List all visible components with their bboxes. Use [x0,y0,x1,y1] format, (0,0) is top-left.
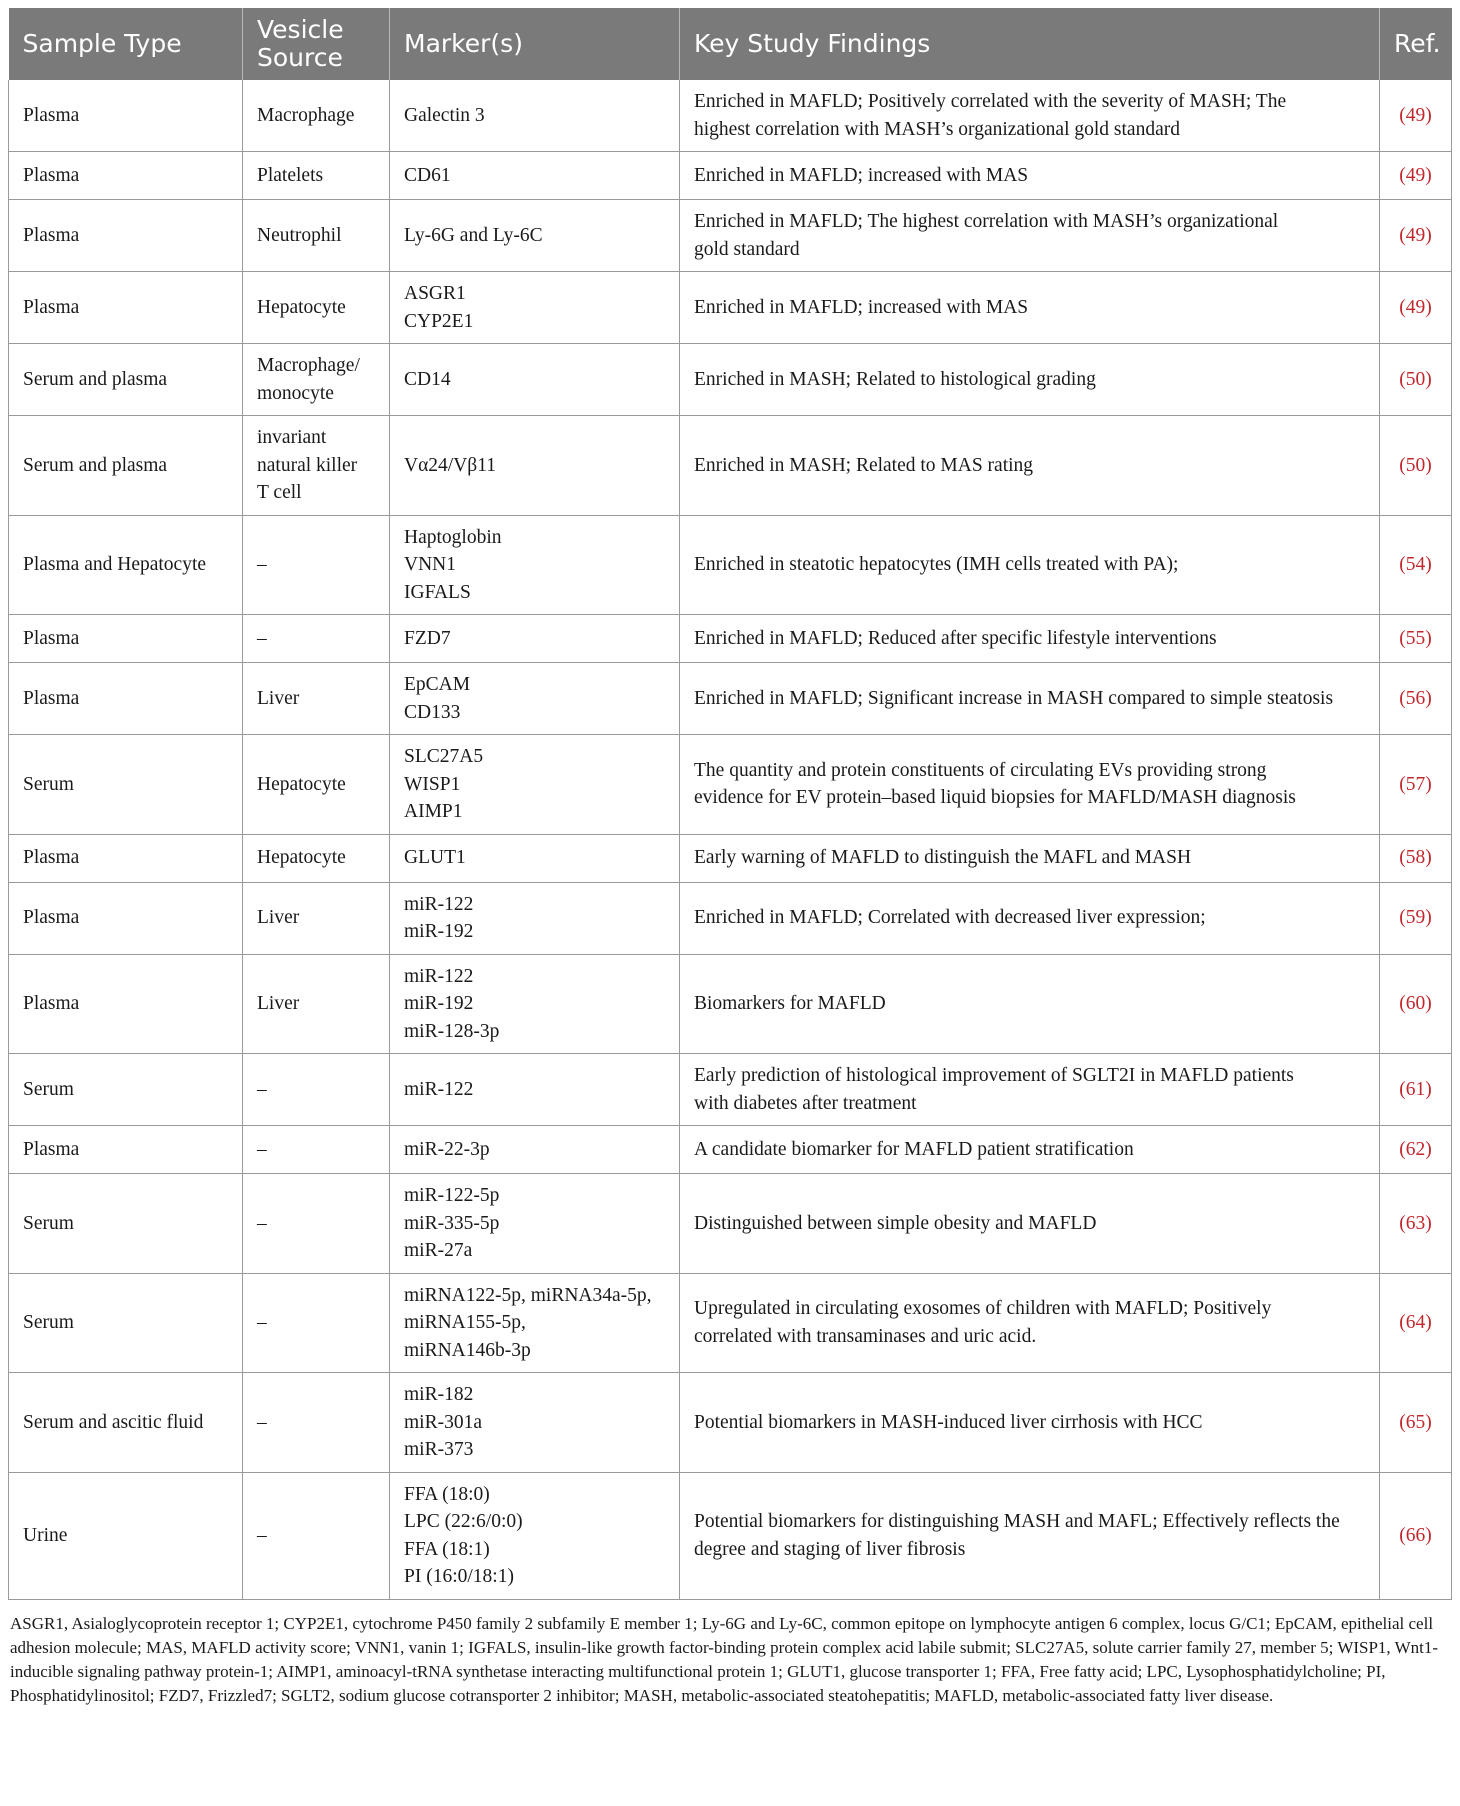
cell-sample-type: Plasma [9,200,243,272]
table-container [8,8,1451,1708]
cell-markers [390,735,680,835]
marker-line: miR-122 [404,1078,474,1100]
vesicle-source-line: Macrophage [257,104,355,126]
finding-line: correlated with transaminases and uric acid. [694,1325,1037,1347]
cell-vesicle-source [243,152,390,200]
cell-findings [680,1472,1380,1599]
table-footnote: ASGR1, Asialoglycoprotein receptor 1; CYP2E1, cytochrome P450 family 2 subfamily E member 1; Ly-6G and Ly-6C, common epitope on lymphocyte antigen 6 complex, locus G/C1; EpCAM, epithelial cell adhesion molecule; MAS, MAFLD activity score; VNN1, vanin 1; IGFALS, insulin-like growth factor-binding protein complex acid labile submit; SLC27A5, solute carrier family 27, member 5; WISP1, Wnt1-inducible signaling pathway protein-1; AIMP1, aminoacyl-tRNA synthetase interacting multifunctional protein 1; GLUT1, glucose transporter 1; FFA, Free fatty acid; LPC, Lysophosphatidylcholine; PI, Phosphatidylinositol; FZD7, Frizzled7; SGLT2, sodium glucose cotransporter 2 inhibitor; MASH, metabolic-associated steatohepatitis; MAFLD, metabolic-associated fatty liver disease. [10,1613,1439,1705]
vesicle-source-line: invariant [257,427,327,448]
vesicle-source-line: – [257,1524,267,1546]
finding-line: Potential biomarkers in MASH-induced liver cirrhosis with HCC [694,1411,1203,1433]
table-row [9,344,1452,416]
table-row [9,1273,1452,1373]
marker-line: Ly-6G and Ly-6C [404,224,543,246]
cell-sample-type: Plasma [9,954,243,1054]
vesicle-source-line: Macrophage/ [257,355,360,376]
marker-line: Galectin 3 [404,104,485,126]
marker-line: miR-122 [404,893,474,915]
reference-link[interactable]: (49) [1380,272,1452,344]
vesicle-source-line: – [257,1312,267,1333]
reference-link[interactable]: (64) [1380,1273,1452,1373]
cell-sample-type: Plasma [9,1126,243,1174]
cell-vesicle-source [243,834,390,882]
cell-markers [390,663,680,735]
marker-line: miR-182 [404,1384,474,1405]
data-table [8,8,1452,1600]
cell-vesicle-source [243,735,390,835]
marker-line: miRNA122-5p, miRNA34a-5p, [404,1284,652,1306]
marker-line: miR-22-3p [404,1138,490,1160]
table-row [9,272,1452,344]
table-row [9,735,1452,835]
marker-line: miR-27a [404,1240,473,1261]
cell-markers [390,200,680,272]
cell-vesicle-source [243,615,390,663]
table-row [9,663,1452,735]
cell-markers [390,615,680,663]
cell-sample-type: Urine [9,1472,243,1599]
cell-findings [680,735,1380,835]
finding-line: highest correlation with MASH’s organizational gold standard [694,118,1180,140]
marker-line: LPC (22:6/0:0) [404,1511,523,1532]
marker-line: CD133 [404,701,461,723]
finding-line: Enriched in steatotic hepatocytes (IMH cells treated with PA); [694,554,1179,575]
cell-markers [390,152,680,200]
cell-findings [680,152,1380,200]
cell-sample-type: Plasma [9,834,243,882]
finding-line: Enriched in MAFLD; increased with MAS [694,164,1029,186]
cell-sample-type: Serum [9,1174,243,1274]
cell-sample-type: Plasma [9,882,243,954]
vesicle-source-line: Liver [257,687,300,709]
marker-line: ASGR1 [404,283,466,304]
reference-link[interactable]: (49) [1380,200,1452,272]
cell-vesicle-source [243,882,390,954]
cell-sample-type: Serum and plasma [9,416,243,516]
marker-line: miRNA155-5p, [404,1312,526,1333]
cell-vesicle-source [243,272,390,344]
finding-line: Enriched in MAFLD; Positively correlated with the severity of MASH; The [694,91,1287,112]
header-sample-type: Sample Type [9,8,243,80]
vesicle-source-line: Hepatocyte [257,847,346,869]
vesicle-source-line: Neutrophil [257,224,342,246]
cell-sample-type: Serum [9,1273,243,1373]
table-row [9,1472,1452,1599]
marker-line: CYP2E1 [404,310,474,332]
cell-vesicle-source [243,1174,390,1274]
cell-markers [390,954,680,1054]
header-vesicle-source-line2: Source [257,43,343,72]
finding-line: Enriched in MASH; Related to histological grading [694,368,1096,390]
marker-line: miR-301a [404,1411,482,1433]
reference-link[interactable]: (54) [1380,515,1452,615]
table-row [9,152,1452,200]
vesicle-source-line: Platelets [257,164,324,186]
finding-line: Enriched in MAFLD; increased with MAS [694,296,1029,318]
cell-vesicle-source [243,1126,390,1174]
marker-line: IGFALS [404,581,471,603]
cell-findings [680,954,1380,1054]
marker-line: Haptoglobin [404,526,502,548]
finding-line: Enriched in MAFLD; Correlated with decreased liver expression; [694,907,1206,929]
cell-sample-type: Serum and plasma [9,344,243,416]
reference-link[interactable]: (66) [1380,1472,1452,1599]
marker-line: miR-192 [404,993,474,1014]
reference-link[interactable]: (60) [1380,954,1452,1054]
cell-sample-type: Plasma [9,80,243,152]
cell-findings [680,272,1380,344]
finding-line: Enriched in MASH; Related to MAS rating [694,454,1034,476]
reference-link[interactable]: (59) [1380,882,1452,954]
cell-markers [390,1126,680,1174]
marker-line: GLUT1 [404,847,466,869]
table-row [9,1174,1452,1274]
cell-markers [390,1054,680,1126]
cell-vesicle-source [243,344,390,416]
cell-vesicle-source [243,1373,390,1473]
finding-line: Enriched in MAFLD; Significant increase in MASH compared to simple steatosis [694,687,1334,709]
cell-findings [680,882,1380,954]
cell-markers [390,416,680,516]
table-row [9,515,1452,615]
vesicle-source-line: – [257,554,267,575]
marker-line: WISP1 [404,773,461,795]
reference-link[interactable]: (58) [1380,834,1452,882]
table-row [9,834,1452,882]
finding-line: Early warning of MAFLD to distinguish the MAFL and MASH [694,847,1192,869]
cell-sample-type: Plasma and Hepatocyte [9,515,243,615]
cell-markers [390,515,680,615]
cell-markers [390,834,680,882]
vesicle-source-line: – [257,1138,267,1160]
finding-line: evidence for EV protein–based liquid biopsies for MAFLD/MASH diagnosis [694,787,1296,809]
vesicle-source-line: Hepatocyte [257,296,346,318]
finding-line: Biomarkers for MAFLD [694,993,886,1014]
marker-line: AIMP1 [404,801,463,822]
vesicle-source-line: – [257,1411,267,1433]
header-ref: Ref. [1380,8,1452,80]
table-body [9,80,1452,1599]
cell-findings [680,1054,1380,1126]
reference-link[interactable]: (55) [1380,615,1452,663]
cell-vesicle-source [243,200,390,272]
cell-sample-type: Plasma [9,663,243,735]
cell-markers [390,882,680,954]
table-row [9,1054,1452,1126]
marker-line: miR-122 [404,965,474,987]
cell-markers [390,344,680,416]
vesicle-source-line: T cell [257,482,302,503]
cell-sample-type: Plasma [9,272,243,344]
reference-link[interactable]: (50) [1380,416,1452,516]
cell-findings [680,834,1380,882]
cell-vesicle-source [243,515,390,615]
marker-line: miR-128-3p [404,1020,500,1042]
cell-sample-type: Serum [9,735,243,835]
cell-findings [680,515,1380,615]
marker-line: miR-122-5p [404,1185,500,1206]
table-row [9,1126,1452,1174]
marker-line: miRNA146b-3p [404,1339,531,1361]
table-row [9,954,1452,1054]
vesicle-source-line: – [257,1078,267,1100]
cell-markers [390,1472,680,1599]
header-vesicle-source [243,8,390,80]
marker-line: miR-373 [404,1439,474,1460]
cell-findings [680,80,1380,152]
cell-findings [680,1126,1380,1174]
vesicle-source-line: Hepatocyte [257,773,346,795]
table-row [9,80,1452,152]
marker-line: SLC27A5 [404,746,484,767]
cell-sample-type: Plasma [9,152,243,200]
reference-link[interactable]: (63) [1380,1174,1452,1274]
finding-line: Enriched in MAFLD; The highest correlation with MASH’s organizational [694,211,1279,232]
cell-vesicle-source [243,663,390,735]
marker-line: FZD7 [404,627,451,649]
finding-line: Potential biomarkers for distinguishing MASH and MAFL; Effectively reflects the [694,1511,1340,1532]
cell-vesicle-source [243,1472,390,1599]
cell-markers [390,80,680,152]
reference-link[interactable]: (50) [1380,344,1452,416]
cell-markers [390,1373,680,1473]
vesicle-source-line: Liver [257,993,300,1014]
table-row [9,416,1452,516]
reference-link[interactable]: (57) [1380,735,1452,835]
cell-findings [680,615,1380,663]
cell-findings [680,1273,1380,1373]
table-row [9,615,1452,663]
cell-markers [390,1174,680,1274]
header-markers: Marker(s) [390,8,680,80]
marker-line: miR-192 [404,921,474,942]
marker-line: CD14 [404,368,451,390]
marker-line: CD61 [404,164,451,186]
header-findings: Key Study Findings [680,8,1380,80]
cell-vesicle-source [243,1273,390,1373]
reference-link[interactable]: (49) [1380,152,1452,200]
cell-markers [390,1273,680,1373]
cell-vesicle-source [243,416,390,516]
cell-markers [390,272,680,344]
cell-findings [680,200,1380,272]
cell-vesicle-source [243,954,390,1054]
vesicle-source-line: natural killer [257,454,358,476]
cell-sample-type: Plasma [9,615,243,663]
cell-vesicle-source [243,80,390,152]
marker-line: miR-335-5p [404,1212,500,1234]
finding-line: gold standard [694,238,800,260]
finding-line: Early prediction of histological improvement of SGLT2I in MAFLD patients [694,1065,1294,1086]
finding-line: A candidate biomarker for MAFLD patient stratification [694,1138,1134,1160]
reference-link[interactable]: (49) [1380,80,1452,152]
table-row [9,1373,1452,1473]
marker-line: VNN1 [404,554,456,575]
cell-sample-type: Serum and ascitic fluid [9,1373,243,1473]
vesicle-source-line: monocyte [257,382,334,404]
reference-link[interactable]: (62) [1380,1126,1452,1174]
vesicle-source-line: – [257,1212,267,1234]
table-row [9,200,1452,272]
cell-findings [680,1373,1380,1473]
header-vesicle-source-line1: Vesicle [257,15,344,44]
reference-link[interactable]: (61) [1380,1054,1452,1126]
vesicle-source-line: Liver [257,907,300,929]
finding-line: The quantity and protein constituents of circulating EVs providing strong [694,759,1267,781]
cell-findings [680,344,1380,416]
table-row [9,882,1452,954]
finding-line: Upregulated in circulating exosomes of children with MAFLD; Positively [694,1298,1272,1320]
marker-line: PI (16:0/18:1) [404,1566,514,1587]
reference-link[interactable]: (65) [1380,1373,1452,1473]
finding-line: Enriched in MAFLD; Reduced after specific lifestyle interventions [694,627,1217,649]
vesicle-source-line: – [257,627,267,649]
finding-line: with diabetes after treatment [694,1092,917,1114]
reference-link[interactable]: (56) [1380,663,1452,735]
cell-sample-type: Serum [9,1054,243,1126]
marker-line: FFA (18:1) [404,1538,490,1560]
cell-findings [680,1174,1380,1274]
table-header-row [9,8,1452,80]
marker-line: FFA (18:0) [404,1483,490,1505]
cell-findings [680,416,1380,516]
cell-findings [680,663,1380,735]
cell-vesicle-source [243,1054,390,1126]
finding-line: degree and staging of liver fibrosis [694,1538,966,1560]
finding-line: Distinguished between simple obesity and MAFLD [694,1212,1097,1234]
marker-line: Vα24/Vβ11 [404,454,496,476]
marker-line: EpCAM [404,674,471,695]
